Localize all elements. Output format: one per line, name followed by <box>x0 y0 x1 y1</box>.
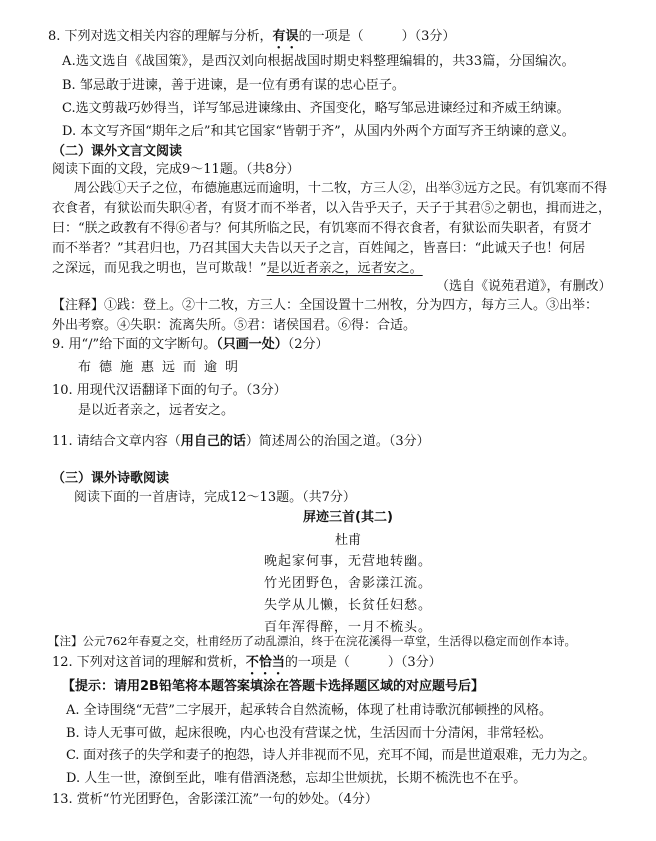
q12-option-c: C. 面对孩子的失学和妻子的抱怨，诗人并非视而不见，充耳不闻，而是世道艰难，无力为之。 <box>66 748 596 763</box>
q11-stem: 11. 请结合文章内容（用自己的话）简述周公的治国之道。（3分） <box>52 434 430 449</box>
section3-title: （三）课外诗歌阅读 <box>52 471 170 486</box>
q9-stem: 9. 用“/”给下面的文字断句。（只画一处）（2分） <box>52 337 329 352</box>
q8-emphasis: 有误 <box>272 29 299 44</box>
q8-option-b: B. 邹忌敢于进谏，善于进谏，是一位有勇有谋的忠心臣子。 <box>62 78 405 93</box>
notes-line-2: 外出考察。④失职：流离失所。⑤君：诸侯国君。⑥得：合适。 <box>52 318 417 333</box>
q11-emphasis: 用自己的话 <box>180 434 246 449</box>
q12-option-d: D. 人生一世，潦倒至此，唯有借酒浇愁，忘却尘世烦扰，长期不梳洗也不在乎。 <box>66 771 527 786</box>
q8-option-d: D. 本文写齐国“期年之后”和其它国家“皆朝于齐”，从国内外两个方面写齐王纳谏的意义。 <box>62 124 575 139</box>
section2-title: （二）课外文言文阅读 <box>52 144 183 159</box>
passage-line-4: 而不举者？”其君归也，乃召其国大夫告以天子之言，百姓闻之，皆喜曰：“此诚天子也！何居 <box>52 241 586 256</box>
passage-line-1: 周公践①天子之位，布德施惠远而逾明，十二牧，方三人②，出举③远方之民。有饥寒而不得 <box>74 181 608 196</box>
section3-intro: 阅读下面的一首唐诗，完成12～13题。（共7分） <box>74 490 356 505</box>
q12-option-a: A. 全诗围绕“无营”二字展开，起承转合自然流畅，体现了杜甫诗歌沉郁顿挫的风格。 <box>66 703 552 718</box>
poem-line-4: 百年浑得醉，一月不梳头。 <box>263 620 432 635</box>
q10-text: 是以近者亲之，远者安之。 <box>78 403 235 418</box>
q12-hint: 【提示：请用2B铅笔将本题答案填涂在答题卡选择题区域的对应题号后】 <box>62 679 484 694</box>
q12-option-b: B. 诗人无事可做，起床很晚，内心也没有营谋之忧，生活因而十分清闲，非常轻松。 <box>66 726 552 741</box>
q8-option-a: A.选文选自《战国策》，是西汉刘向根据战国时期史料整理编辑的，共33篇，分国编次。 <box>62 54 575 69</box>
q8-option-c: C.选文剪裁巧妙得当，详写邹忌进谏缘由、齐国变化，略写邹忌进谏经过和齐威王纳谏。 <box>62 101 570 116</box>
q12-emphasis: 不恰当 <box>245 655 285 670</box>
poem-title: 屏迹三首(其二) <box>303 510 393 525</box>
q9-emphasis: （只画一处） <box>216 337 288 352</box>
q9-text: 布德施惠远而逾明 <box>78 360 247 375</box>
poem-line-3: 失学从儿懒，长贫任妇愁。 <box>263 598 432 613</box>
q10-stem: 10. 用现代汉语翻译下面的句子。（3分） <box>52 383 287 398</box>
section2-intro: 阅读下面的文段，完成9～11题。（共8分） <box>52 162 300 177</box>
poem-author: 杜甫 <box>334 533 361 548</box>
passage-line-5: 之深远，而见我之明也，岂可欺哉！”是以近者亲之，远者安之。 <box>52 261 423 276</box>
passage-line-3: 曰：“朕之政教有不得⑥者与？何其所临之民，有饥寒而不得衣食者，有狱讼而失职者，有贤才 <box>52 221 592 236</box>
passage-source: （选自《说苑君道》，有删改） <box>436 279 612 294</box>
passage-line-2: 衣食者，有狱讼而失职④者，有贤才而不举者，以入告乎天子，天子于其君⑤之朝也，揖而进之， <box>52 201 612 216</box>
q12-stem: 12. 下列对这首词的理解和赏析，不恰当的一项是（ ）（3分） <box>52 655 442 670</box>
notes-line-1: 【注释】①践：登上。②十二牧，方三人：全国设置十二州牧，分为四方，每方三人。③出举： <box>52 298 599 313</box>
q13-stem: 13. 赏析“竹光团野色，舍影漾江流”一句的妙处。（4分） <box>52 792 378 807</box>
poem-note: 【注】公元762年春夏之交，杜甫经历了动乱漂泊，终于在浣花溪得一草堂，生活得以稳定而创作本诗。 <box>48 634 576 648</box>
poem-line-2: 竹光团野色，舍影漾江流。 <box>263 576 432 591</box>
q8-stem: 8. 下列对选文相关内容的理解与分析，有误的一项是（ ）（3分） <box>48 29 456 44</box>
underlined-sentence: 是以近者亲之，远者安之。 <box>266 261 423 276</box>
poem-line-1: 晚起家何事，无营地转幽。 <box>263 554 432 569</box>
